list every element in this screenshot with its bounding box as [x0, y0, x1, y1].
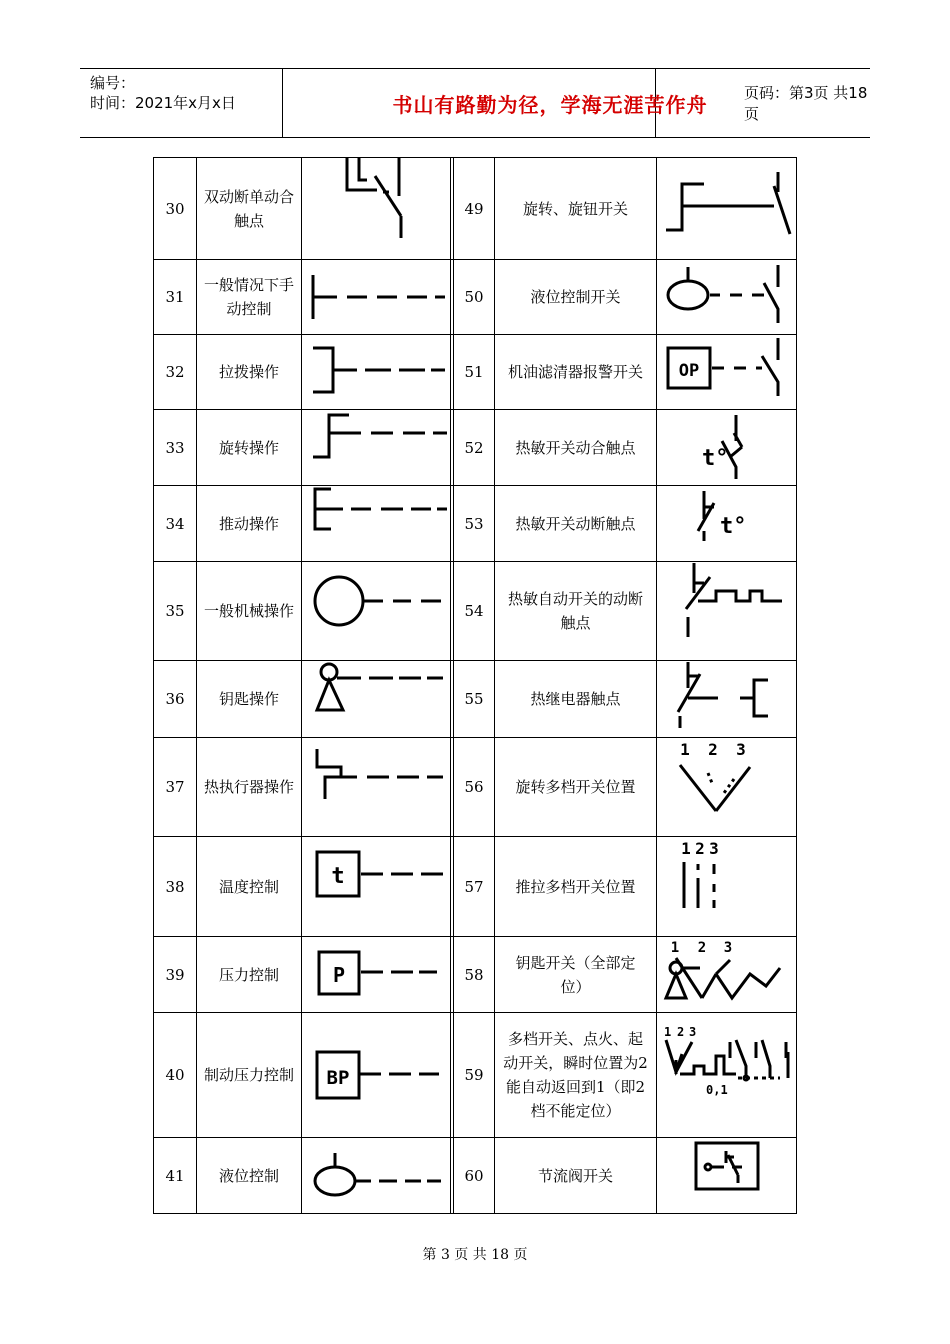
thermal-auto-break-contact-icon [658, 563, 796, 659]
push-pull-multi-position-icon [658, 838, 796, 935]
row-name: 液位控制开关 [530, 288, 621, 306]
row-number: 35 [165, 602, 185, 620]
row-number: 55 [464, 690, 484, 708]
page-footer: 第 3 页 共 18 页 [422, 1247, 528, 1263]
row-name: 推拉多档开关位置 [515, 877, 636, 896]
row-number: 51 [464, 363, 484, 381]
row-name: 热继电器触点 [530, 690, 621, 708]
row-name: 钥匙开关（全部定位） [515, 953, 636, 996]
row-number: 56 [464, 778, 484, 796]
row-number: 32 [165, 363, 185, 381]
row-number: 49 [464, 199, 484, 218]
ignition-start-switch-icon [658, 1014, 796, 1136]
row-name: 拉拨操作 [218, 363, 279, 381]
date-label: 时间：2021年x月x日 [90, 94, 236, 112]
row-number: 40 [165, 1066, 185, 1084]
row-number: 33 [165, 438, 185, 457]
row-number: 60 [464, 1166, 484, 1185]
rotary-operation-icon [303, 411, 449, 483]
column-divider [301, 157, 302, 1214]
page-header [80, 68, 870, 138]
row-divider [153, 1213, 797, 1214]
row-name: 推动操作 [218, 514, 279, 533]
row-name: 一般情况下手动控制 [203, 276, 294, 318]
header-motto: 书山有路勤为径，学海无涯苦作舟 [392, 92, 708, 117]
header-divider [282, 69, 283, 137]
symbol-label: OP [678, 361, 700, 381]
symbol-label: t [331, 864, 345, 889]
key-switch-icon [658, 938, 796, 1011]
serial-number-label: 编号： [90, 74, 136, 92]
row-name: 机油滤清器报警开关 [507, 363, 643, 381]
symbol-label: 3 [736, 740, 746, 759]
symbol-table [153, 157, 797, 1214]
header-meta [90, 73, 236, 113]
row-name: 旋转操作 [218, 438, 279, 457]
key-operation-icon [303, 662, 449, 736]
row-number: 39 [165, 965, 185, 984]
symbol-label: P [332, 963, 346, 987]
thermal-actuator-icon [303, 739, 449, 835]
row-name: 制动压力控制 [203, 1066, 294, 1084]
header-page-info: 页码：第3页 共18页 [744, 84, 868, 123]
row-number: 59 [464, 1066, 484, 1084]
row-name: 双动断单动合触点 [203, 187, 294, 230]
throttle-valve-switch-icon [658, 1139, 796, 1212]
row-name: 旋转多档开关位置 [515, 778, 636, 796]
row-name: 热敏开关动断触点 [515, 514, 636, 533]
row-number: 52 [464, 438, 484, 457]
double-break-single-make-contact-icon [303, 158, 449, 258]
oil-filter-alarm-switch-icon [658, 336, 796, 408]
row-number: 34 [165, 514, 185, 533]
row-name: 钥匙操作 [218, 690, 279, 708]
row-number: 41 [165, 1166, 185, 1185]
column-divider [656, 157, 657, 1214]
pull-operation-icon [303, 336, 449, 408]
row-name: 旋转、旋钮开关 [522, 199, 628, 218]
thermal-relay-contact-icon [658, 662, 796, 736]
thermal-break-contact-icon [658, 487, 796, 559]
push-operation-icon [303, 487, 449, 559]
row-number: 36 [165, 690, 185, 708]
row-number: 54 [464, 602, 484, 620]
row-number: 50 [464, 288, 484, 306]
symbol-label: 2 [708, 740, 718, 759]
symbol-label: t° [720, 514, 747, 539]
row-number: 38 [165, 877, 185, 896]
thermal-make-contact-icon [658, 411, 796, 483]
symbol-label: 0,1 [706, 1083, 728, 1097]
symbol-label: 3 [723, 940, 733, 956]
symbol-label: t° [702, 446, 729, 471]
rotary-knob-switch-icon [658, 158, 796, 258]
table-border [796, 157, 797, 1214]
row-name: 液位控制 [218, 1166, 279, 1185]
brake-pressure-control-icon [303, 1014, 449, 1136]
row-name: 热敏自动开关的动断触点 [507, 590, 643, 632]
symbol-label: 2 [695, 839, 705, 858]
symbol-label: 3 [689, 1025, 697, 1039]
symbol-label: 1 [664, 1025, 672, 1039]
symbol-label: 3 [709, 839, 719, 858]
row-name: 节流阀开关 [537, 1166, 613, 1185]
symbol-label: 1 [670, 940, 680, 956]
temperature-control-icon [303, 838, 449, 935]
symbol-label: 1 [680, 740, 690, 759]
row-number: 58 [464, 965, 484, 984]
rotary-multi-position-icon [658, 739, 796, 835]
column-divider [450, 157, 451, 1214]
row-name: 多档开关、点火、起动开关，瞬时位置为2能自动返回到1（即2档不能定位） [503, 1030, 648, 1120]
row-name: 温度控制 [218, 877, 279, 896]
symbol-label: 2 [677, 1025, 685, 1039]
level-control-icon [303, 1139, 449, 1212]
row-number: 53 [464, 514, 484, 533]
manual-control-icon [303, 261, 449, 333]
mechanical-operation-icon [303, 563, 449, 659]
symbol-label: BP [326, 1067, 350, 1089]
row-name: 热敏开关动合触点 [515, 438, 636, 457]
row-number: 57 [464, 877, 484, 896]
row-name: 热执行器操作 [203, 778, 294, 796]
level-switch-icon [658, 261, 796, 333]
row-number: 37 [165, 778, 185, 796]
row-number: 31 [165, 288, 185, 306]
pressure-control-icon [303, 938, 449, 1011]
row-number: 30 [165, 199, 185, 218]
symbol-label: 1 [681, 839, 691, 858]
symbol-label: 2 [697, 940, 707, 956]
row-name: 一般机械操作 [203, 602, 294, 620]
row-name: 压力控制 [218, 965, 279, 984]
